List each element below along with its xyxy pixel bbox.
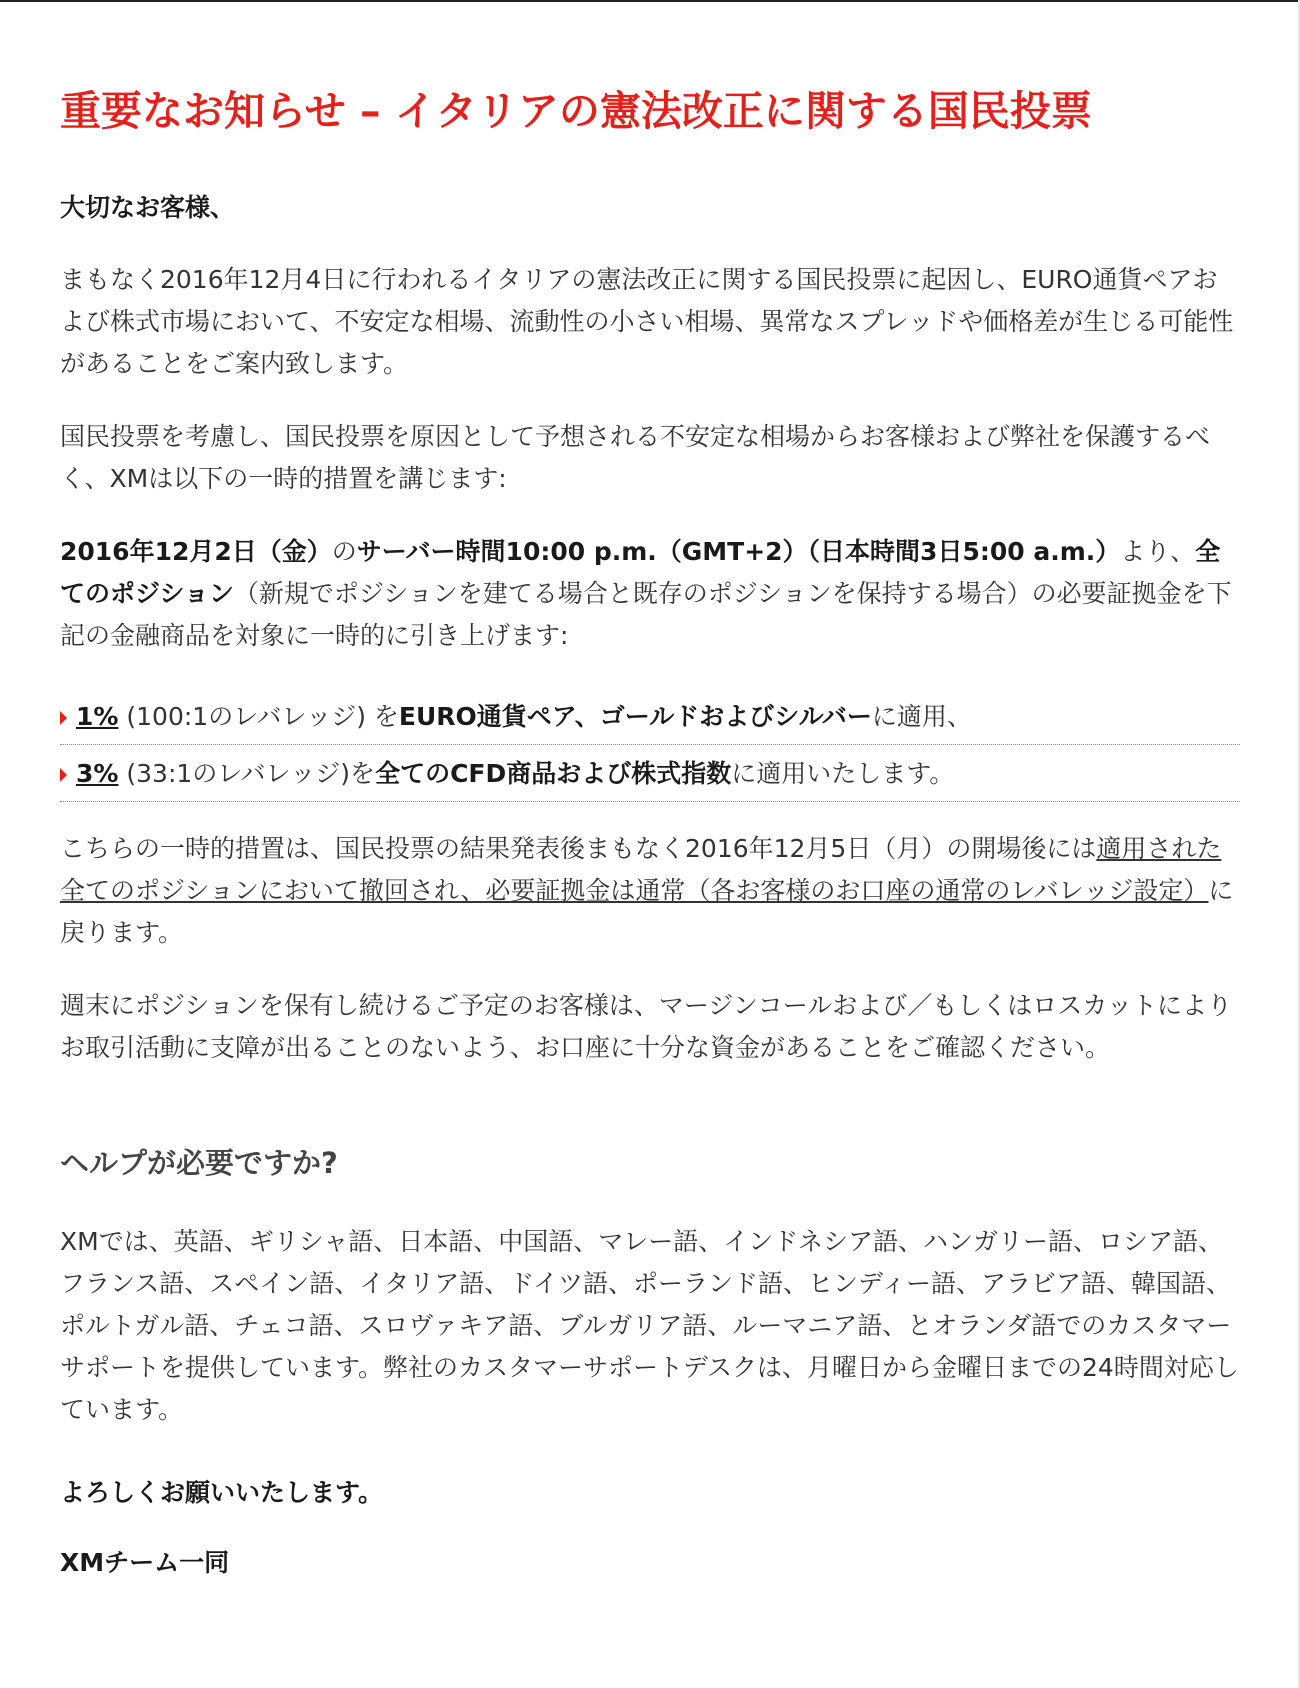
leverage-text: (100:1のレバレッジ) を xyxy=(118,702,399,731)
revert-paragraph xyxy=(60,828,1240,954)
schedule-text-1: の xyxy=(331,537,357,566)
signature: XMチーム一同 xyxy=(60,1548,230,1577)
margin-percent: 1% xyxy=(76,702,119,731)
revert-underlined-text: 適用された全てのポジションにおいて撤回され、必要証拠金は通常（各お客様のお口座の通常のレバレッジ設定） xyxy=(60,834,1222,905)
instrument-group: EURO通貨ペア、ゴールドおよびシルバー xyxy=(398,702,872,731)
schedule-paragraph xyxy=(60,531,1240,657)
list-item xyxy=(60,745,1240,802)
top-border xyxy=(0,0,1300,2)
list-item-suffix: に適用、 xyxy=(871,702,972,731)
page-title: 重要なお知らせ – イタリアの憲法改正に関する国民投票 xyxy=(60,87,1092,135)
list-item-suffix: に適用いたします。 xyxy=(731,759,955,788)
closing-line: よろしくお願いいたします。 xyxy=(60,1478,384,1507)
schedule-date: 2016年12月2日（金） xyxy=(60,537,332,566)
help-heading: ヘルプが必要ですか? xyxy=(60,1146,338,1180)
schedule-all-positions: 全てのポジション xyxy=(60,537,1221,608)
greeting: 大切なお客様、 xyxy=(60,193,236,222)
triangle-bullet-icon xyxy=(60,711,67,725)
intro-paragraph: まもなく2016年12月4日に行われるイタリアの憲法改正に関する国民投票に起因し、EURO通貨ペアおよび株式市場において、不安定な相場、流動性の小さい相場、異常なスプレッドや価格差が生じる可能性があることをご案内致します。 xyxy=(60,265,1234,378)
instrument-group: 全てのCFD商品および株式指数 xyxy=(375,759,732,788)
leverage-text: (33:1のレバレッジ)を xyxy=(118,759,376,788)
measures-intro-paragraph: 国民投票を考慮し、国民投票を原因として予想される不安定な相場からお客様および弊社を保護するべく、XMは以下の一時的措置を講じます: xyxy=(60,422,1211,493)
schedule-server-time: サーバー時間10:00 p.m.（GMT+2）（日本時間3日5:00 a.m.） xyxy=(356,537,1121,566)
schedule-text-3: （新規でポジションを建てる場合と既存のポジションを保持する場合）の必要証拠金を下記の金融商品を対象に一時的に引き上げます: xyxy=(60,579,1232,650)
help-paragraph: XMでは、英語、ギリシャ語、日本語、中国語、マレー語、インドネシア語、ハンガリー語、ロシア語、フランス語、スペイン語、イタリア語、ドイツ語、ポーランド語、ヒンディー語、アラビア語、韓国語、ポルトガル語、チェコ語、スロヴァキア語、ブルガリア語、ルーマニア語、とオランダ語でのカスタマーサポートを提供しています。弊社のカスタマーサポートデスクは、月曜日から金曜日までの24時間対応しています。 xyxy=(60,1227,1239,1424)
triangle-bullet-icon xyxy=(60,768,67,782)
email-body xyxy=(60,82,1240,1583)
revert-text-1: こちらの一時的措置は、国民投票の結果発表後まもなく2016年12月5日（月）の開場後には xyxy=(60,834,1097,863)
list-item xyxy=(60,688,1240,745)
weekend-paragraph: 週末にポジションを保有し続けるご予定のお客様は、マージンコールおよび／もしくはロスカットによりお取引活動に支障が出ることのないよう、お口座に十分な資金があることをご確認ください。 xyxy=(60,991,1233,1062)
schedule-text-2: より、 xyxy=(1120,537,1196,566)
revert-text-2: に戻ります。 xyxy=(60,876,1234,947)
margin-percent: 3% xyxy=(76,759,119,788)
margin-list xyxy=(60,688,1240,802)
